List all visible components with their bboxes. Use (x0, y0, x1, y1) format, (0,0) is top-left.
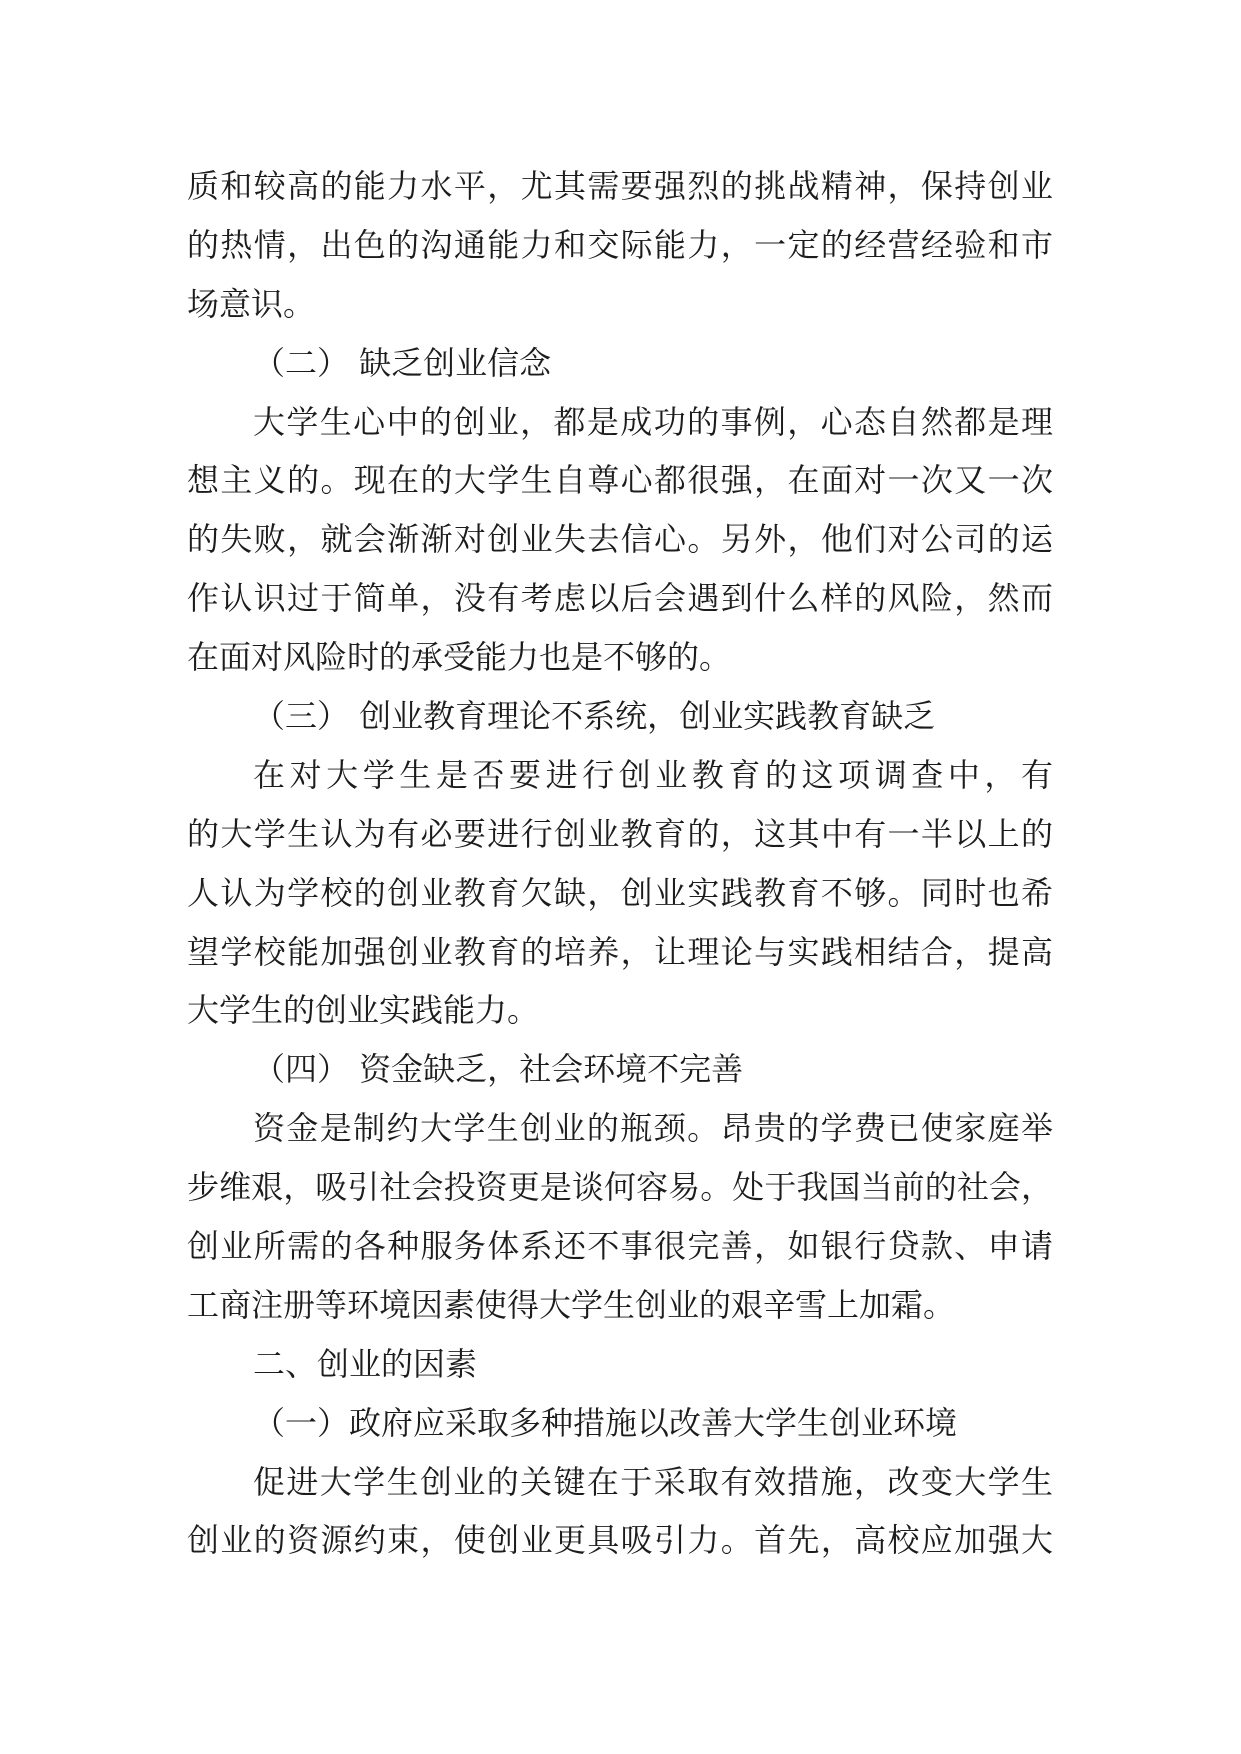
paragraph-line: 人认为学校的创业教育欠缺，创业实践教育不够。同时也希 (187, 873, 1053, 912)
paragraph-line: 大学生的创业实践能力。 (187, 991, 540, 1030)
section-heading: 二、创业的因素 (253, 1344, 478, 1383)
subsection-heading: （三） 创业教育理论不系统，创业实践教育缺乏 (253, 697, 936, 736)
paragraph-line: 在面对风险时的承受能力也是不够的。 (187, 638, 732, 677)
paragraph-line: 的大学生认为有必要进行创业教育的，这其中有一半以上的 (187, 814, 1053, 853)
document-body (187, 157, 1053, 1570)
paragraph-line: 质和较高的能力水平，尤其需要强烈的挑战精神，保持创业 (187, 167, 1053, 205)
paragraph-line: 作认识过于简单，没有考虑以后会遇到什么样的风险，然而 (187, 579, 1053, 618)
paragraph-line: 想主义的。现在的大学生自尊心都很强，在面对一次又一次 (187, 461, 1053, 500)
paragraph-line: 资金是制约大学生创业的瓶颈。昂贵的学费已使家庭举 (253, 1109, 1053, 1148)
subsection-heading: （二） 缺乏创业信念 (253, 343, 552, 382)
paragraph-line: 在对大学生是否要进行创业教育的这项调查中，有 (253, 755, 1053, 794)
subsection-heading: （一）政府应采取多种措施以改善大学生创业环境 (253, 1403, 958, 1442)
paragraph-line: 创业所需的各种服务体系还不事很完善，如银行贷款、申请 (187, 1227, 1053, 1266)
paragraph-line: 场意识。 (187, 284, 316, 323)
paragraph-line: 步维艰，吸引社会投资更是谈何容易。处于我国当前的社会， (187, 1168, 1053, 1207)
paragraph-line: 工商注册等环境因素使得大学生创业的艰辛雪上加霜。 (187, 1285, 956, 1324)
subsection-heading: （四） 资金缺乏，社会环境不完善 (253, 1050, 744, 1089)
paragraph-line: 大学生心中的创业，都是成功的事例，心态自然都是理 (253, 402, 1053, 441)
paragraph-line: 的失败，就会渐渐对创业失去信心。另外，他们对公司的运 (187, 520, 1053, 559)
paragraph-line: 望学校能加强创业教育的培养，让理论与实践相结合，提高 (187, 932, 1053, 971)
paragraph-line: 的热情，出色的沟通能力和交际能力，一定的经营经验和市 (187, 225, 1053, 264)
paragraph-line: 促进大学生创业的关键在于采取有效措施，改变大学生 (253, 1462, 1053, 1501)
paragraph-line: 创业的资源约束，使创业更具吸引力。首先，高校应加强大 (187, 1521, 1053, 1560)
